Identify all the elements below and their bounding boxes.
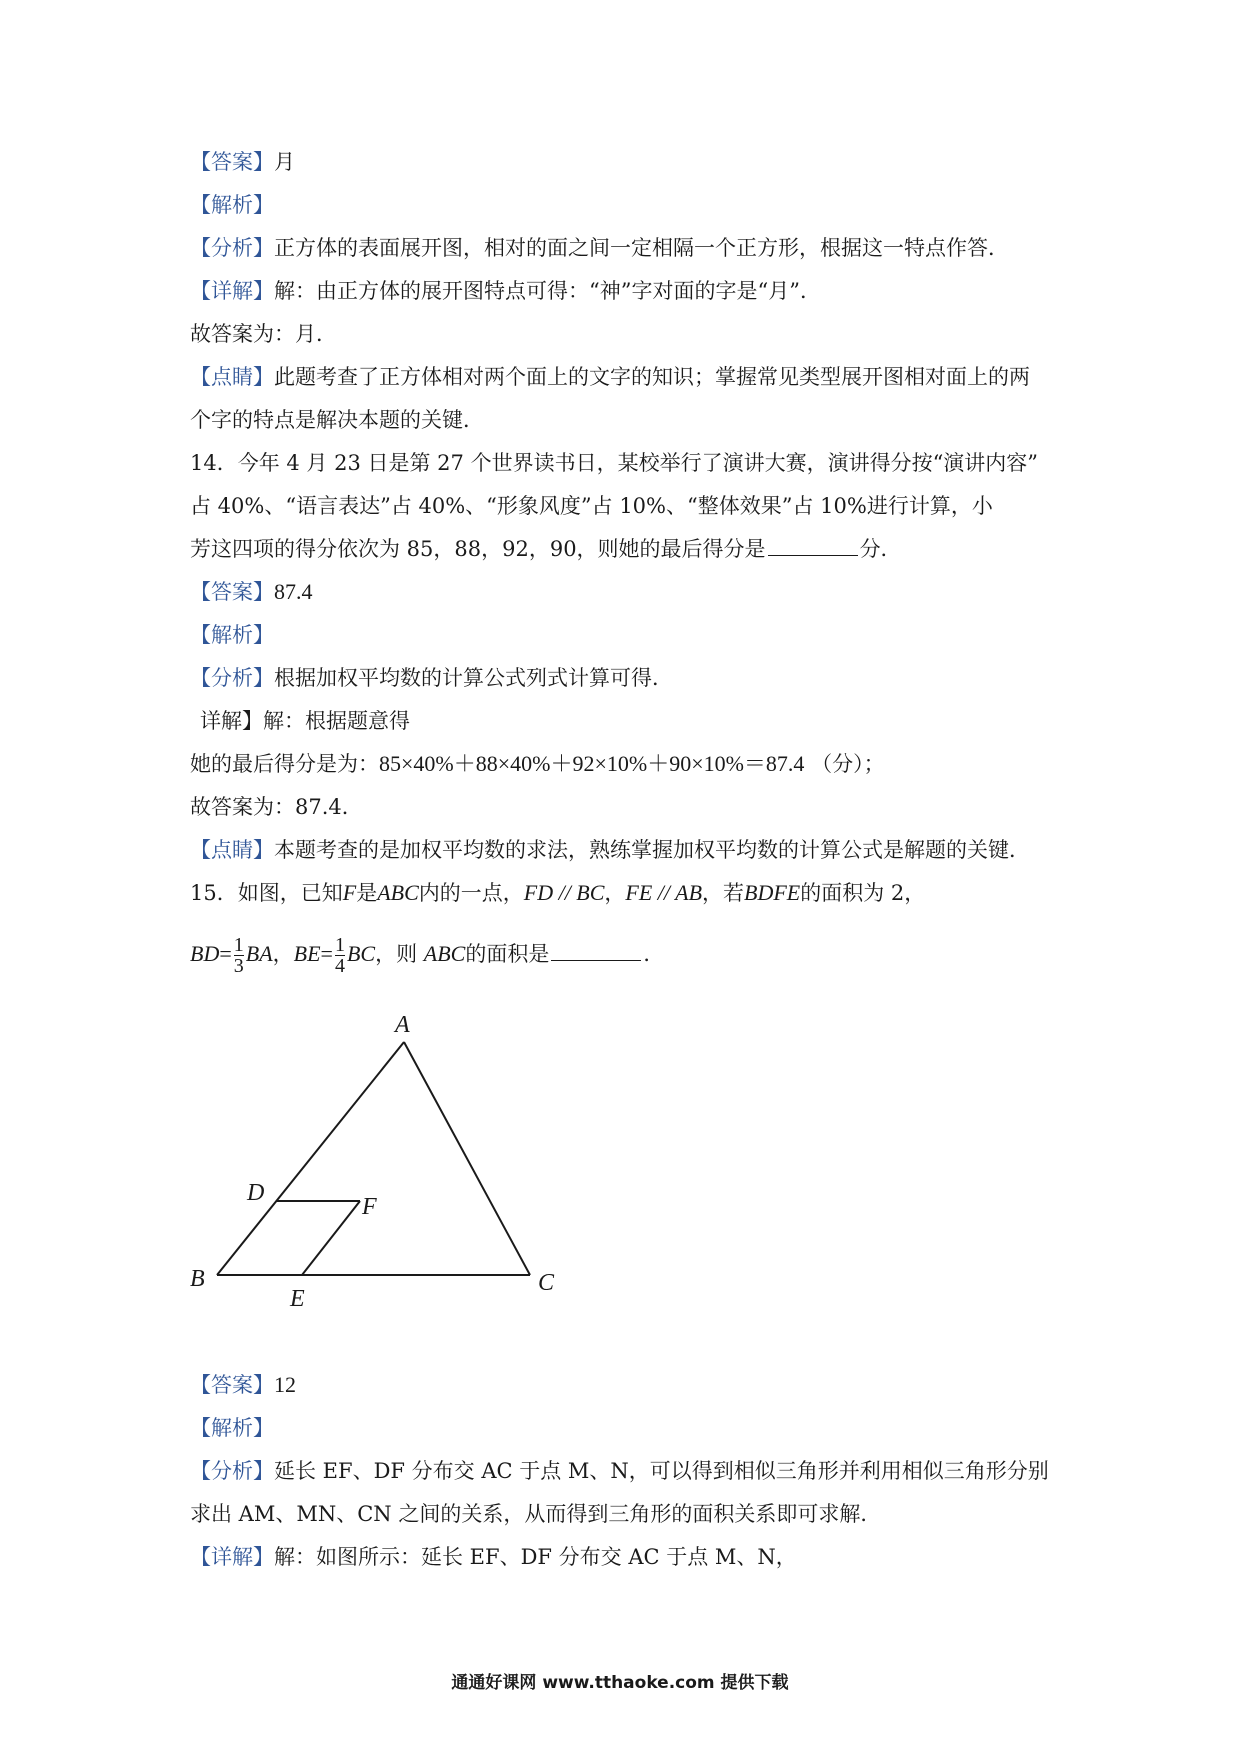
analysis-tag: 【解析】 [190, 1416, 274, 1440]
q15-xiangjie: 解：如图所示：延长 EF、DF 分布交 AC 于点 M、N， [274, 1545, 797, 1569]
q13-dianjing-1: 此题考查了正方体相对两个面上的文字的知识；掌握常见类型展开图相对面上的两 [274, 365, 1030, 389]
triangle-abc: ABC [377, 880, 419, 905]
fenxi-tag: 【分析】 [190, 236, 274, 260]
q14-calc-line [190, 749, 885, 779]
q15-fenxi-line [190, 1456, 1049, 1486]
dianjing-tag: 【点睛】 [190, 365, 274, 389]
q14-fenxi: 根据加权平均数的计算公式列式计算可得． [274, 666, 673, 690]
xiangjie-tag: 【详解】 [190, 1545, 274, 1569]
q14-question-line-3 [190, 534, 902, 564]
q14-line3-end: 分． [859, 537, 902, 561]
q13-conclusion: 故答案为：月． [190, 322, 337, 346]
q15-answer-line [190, 1370, 296, 1400]
q13-xiangjie-line [190, 276, 821, 306]
q15-fenxi-1: 延长 EF、DF 分布交 AC 于点 M、N，可以得到相似三角形并利用相似三角形分别 [274, 1459, 1049, 1483]
q14-xiangjie-line: 详解】解：根据题意得 [200, 709, 410, 733]
q14-dianjing: 本题考查的是加权平均数的求法，熟练掌握加权平均数的计算公式是解题的关键． [274, 838, 1030, 862]
label-a: A [395, 1012, 410, 1038]
segment-bc: BC [346, 941, 376, 966]
page-footer: 通通好课网 www.tthaoke.com 提供下载 [451, 1673, 789, 1693]
q15-text: 的面积为 2， [800, 881, 926, 905]
q14-conclusion: 故答案为：87.4． [190, 795, 363, 819]
q14-question-line-1: 14．今年 4 月 23 日是第 27 个世界读书日，某校举行了演讲大赛，演讲得分按“演讲内容” [190, 451, 1039, 475]
side-ac [404, 1042, 530, 1275]
triangle-figure [180, 990, 580, 1320]
segment-be: BE [293, 941, 321, 966]
q14-analysis-line [190, 620, 274, 650]
q14-question-line-2: 占 40%、“语言表达”占 40%、“形象风度”占 10%、“整体效果”占 10%进行计算，小 [190, 494, 993, 518]
q13-answer-line [190, 147, 295, 177]
fenxi-tag: 【分析】 [190, 1459, 274, 1483]
q13-dianjing-2: 个字的特点是解决本题的关键． [190, 408, 484, 432]
q13-answer: 月 [274, 150, 295, 174]
q14-dianjing-line [190, 835, 1030, 865]
q15-text: 的面积是 [465, 942, 550, 966]
denominator: 4 [334, 955, 345, 977]
segment-fe [302, 1201, 360, 1275]
q15-text: ，若 [702, 881, 745, 905]
q14-answer: 87.4 [274, 579, 313, 604]
fd-parallel-bc: FD // BC [523, 880, 605, 905]
q15-answer: 12 [274, 1372, 296, 1397]
q15-text: ， [604, 881, 626, 905]
q14-answer-line [190, 577, 313, 607]
fraction-one-third [234, 935, 244, 976]
answer-blank [551, 940, 641, 961]
equals-sign: = [219, 941, 232, 966]
denominator: 3 [233, 955, 244, 977]
side-ab [217, 1042, 404, 1275]
analysis-tag: 【解析】 [190, 193, 274, 217]
answer-tag: 【答案】 [190, 1373, 274, 1397]
q15-question-line-1 [190, 878, 925, 908]
numerator: 1 [334, 934, 345, 956]
q14-fenxi-line [190, 663, 673, 693]
triangle-abc: ABC [423, 941, 466, 966]
label-d: D [247, 1180, 265, 1206]
analysis-tag: 【解析】 [190, 623, 274, 647]
period: ． [643, 942, 665, 966]
q13-fenxi-line [190, 233, 1009, 263]
dianjing-tag: 【点睛】 [190, 838, 274, 862]
q13-analysis-line [190, 190, 274, 220]
q13-xiangjie: 解：由正方体的展开图特点可得：“神”字对面的字是“月”． [274, 279, 821, 303]
q14-calc-suffix: （分）； [811, 752, 885, 776]
comma: ， [272, 942, 294, 966]
segment-ba: BA [245, 941, 273, 966]
answer-blank [768, 535, 858, 556]
q15-analysis-line [190, 1413, 274, 1443]
q15-text: 15．如图，已知 [190, 881, 343, 905]
q15-question-line-2 [190, 930, 664, 978]
q13-fenxi: 正方体的表面展开图，相对的面之间一定相隔一个正方形，根据这一特点作答． [274, 236, 1009, 260]
fenxi-tag: 【分析】 [190, 666, 274, 690]
q14-calc-formula: 85×40%＋88×40%＋92×10%＋90×10%＝87.4 [379, 751, 805, 776]
q15-xiangjie-line [190, 1542, 797, 1572]
point-f: F [342, 880, 357, 905]
q15-fenxi-2: 求出 AM、MN、CN 之间的关系，从而得到三角形的面积关系即可求解． [190, 1502, 882, 1526]
q15-text: ，则 [375, 942, 418, 966]
answer-tag: 【答案】 [190, 150, 274, 174]
q14-calc-prefix: 她的最后得分是为： [190, 752, 379, 776]
fe-parallel-ab: FE // AB [625, 880, 703, 905]
label-c: C [538, 1270, 555, 1296]
segment-bd: BD [190, 941, 220, 966]
label-e: E [290, 1286, 305, 1312]
q14-line3-text: 芳这四项的得分依次为 85，88，92，90，则她的最后得分是 [190, 537, 766, 561]
xiangjie-tag: 【详解】 [190, 279, 274, 303]
numerator: 1 [233, 934, 244, 956]
label-f: F [362, 1194, 377, 1220]
q13-dianjing-line [190, 362, 1030, 392]
fraction-one-quarter [335, 935, 345, 976]
label-b: B [190, 1266, 205, 1292]
q15-text: 是 [356, 881, 378, 905]
equals-sign: = [320, 941, 333, 966]
parallelogram-bdfe: BDFE [744, 880, 801, 905]
q15-text: 内的一点， [418, 881, 524, 905]
answer-tag: 【答案】 [190, 580, 274, 604]
